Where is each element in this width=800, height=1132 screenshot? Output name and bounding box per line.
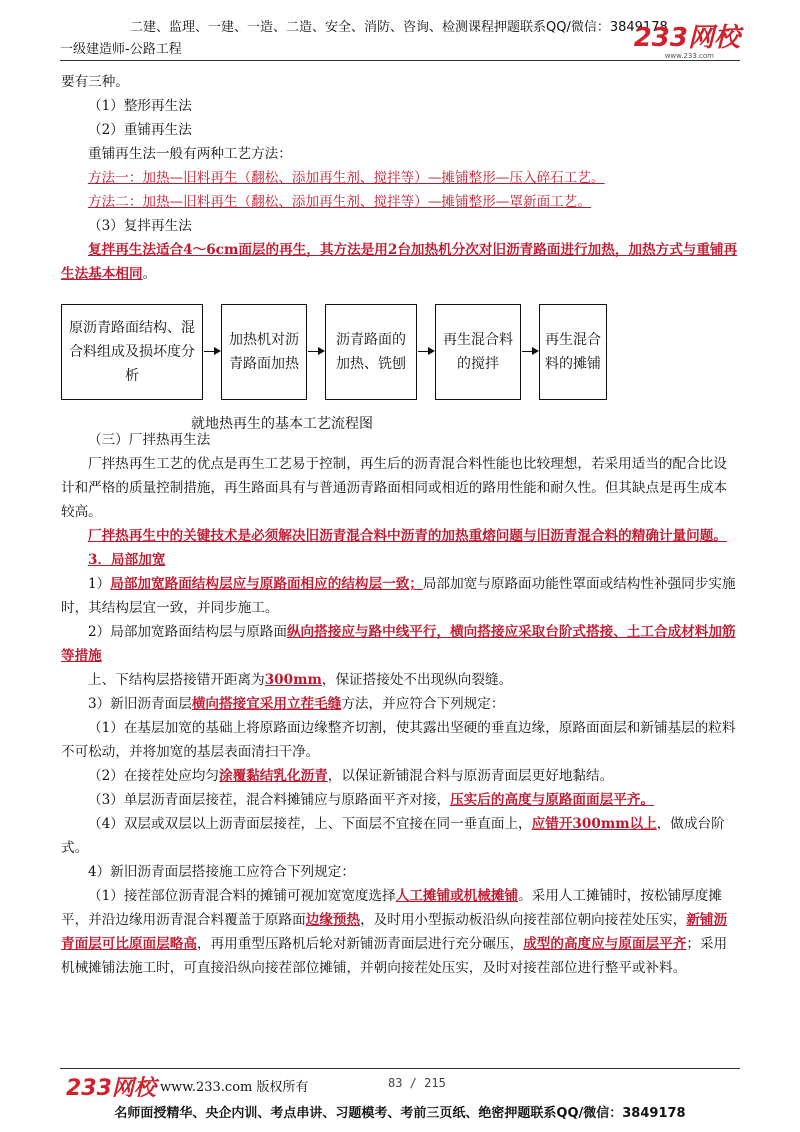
flow-box-2: 加热机对沥青路面加热 bbox=[221, 304, 307, 400]
flow-arrow-3 bbox=[418, 351, 433, 352]
flow-box-5: 再生混合料的摊铺 bbox=[539, 304, 607, 400]
flow-arrow-4 bbox=[522, 351, 537, 352]
header-contact-line: 二建、监理、一建、一造、二造、安全、消防、咨询、检测课程押题联系QQ/微信：3849178 bbox=[130, 20, 668, 35]
para-13: 1）局部加宽路面结构层应与原路面相应的结构层一致；局部加宽与原路面功能性罩面或结构性补强同步实施时，其结构层宜一致，并同步施工。 bbox=[61, 576, 736, 616]
para-21: 4）新旧沥青面层搭接施工应符合下列规定： bbox=[88, 864, 355, 880]
logo-url: www.233.com bbox=[664, 52, 714, 60]
para-16: 3）新旧沥青面层横向搭接宜采用立茬毛缝方法，并应符合下列规定： bbox=[88, 696, 505, 712]
flow-arrow-2 bbox=[308, 351, 323, 352]
para-14: 2）局部加宽路面结构层与原路面纵向搭接应与路中线平行，横向搭接应采取台阶式搭接、土工合成材料加筋等措施 bbox=[61, 624, 736, 664]
section-heading: 3．局部加宽 bbox=[88, 552, 166, 568]
page-header bbox=[60, 16, 740, 60]
para-8: 复拌再生法适合4～6cm面层的再生，其方法是用2台加热机分次对旧沥青路面进行加热，加热方式与重铺再生法基本相同。 bbox=[61, 242, 738, 282]
flow-box-3: 沥青路面的加热、铣刨 bbox=[325, 304, 417, 400]
para-20: （4）双层或双层以上沥青面层接茬，上、下面层不宜接在同一垂直面上，应错开300mm以上，做成台阶式。 bbox=[61, 816, 725, 856]
para-15: 上、下结构层搭接错开距离为300mm，保证搭接处不出现纵向裂缝。 bbox=[88, 672, 513, 688]
header-subtitle: 一级建造师-公路工程 bbox=[60, 42, 182, 57]
footer-copyright: www.233.com 版权所有 bbox=[160, 1080, 309, 1095]
para-7: （3）复拌再生法 bbox=[88, 218, 192, 234]
flow-box-1: 原沥青路面结构、混合料组成及损坏度分析 bbox=[61, 304, 203, 400]
para-9: （三）厂拌热再生法 bbox=[88, 432, 211, 448]
method-one: 方法一：加热—旧料再生（翻松、添加再生剂、搅拌等）—摊铺整形—压入碎石工艺。 bbox=[88, 170, 605, 186]
footer-divider bbox=[60, 1068, 740, 1069]
para-2: （1）整形再生法 bbox=[88, 98, 192, 114]
para-11: 厂拌热再生中的关键技术是必须解决旧沥青混合料中沥青的加热重熔问题与旧沥青混合料的精确计量问题。 bbox=[88, 528, 727, 544]
flowchart bbox=[61, 294, 740, 432]
para-1: 要有三种。 bbox=[61, 74, 129, 90]
flow-arrow-1 bbox=[204, 351, 219, 352]
footer-contact-line: 名师面授精华、央企内训、考点串讲、习题模考、考前三页纸、绝密押题联系QQ/微信：3849178 bbox=[114, 1106, 686, 1121]
para-4: 重铺再生法一般有两种工艺方法： bbox=[88, 146, 292, 162]
site-logo: 233网校 bbox=[633, 23, 740, 53]
para-19: （3）单层沥青面层接茬，混合料摊铺应与原路面平齐对接，压实后的高度与原路面面层平齐。 bbox=[88, 792, 654, 808]
para-17: （1）在基层加宽的基础上将原路面边缘整齐切割，使其露出坚硬的垂直边缘，原路面面层和新铺基层的粒料不可松动，并将加宽的基层表面清扫干净。 bbox=[61, 720, 736, 760]
flow-caption: 就地热再生的基本工艺流程图 bbox=[191, 416, 373, 432]
para-18: （2）在接茬处应均匀涂覆黏结乳化沥青，以保证新铺混合料与原沥青面层更好地黏结。 bbox=[88, 768, 614, 784]
header-divider bbox=[60, 60, 740, 61]
flow-box-4: 再生混合料的搅拌 bbox=[435, 304, 521, 400]
para-3: （2）重铺再生法 bbox=[88, 122, 192, 138]
document-body bbox=[61, 70, 740, 980]
para-10: 厂拌热再生工艺的优点是再生工艺易于控制，再生后的沥青混合料性能也比较理想，若采用适当的配合比设计和严格的质量控制措施，再生路面具有与普通沥青路面相同或相近的路用性能和耐久性。但其缺点是再生成本较高。 bbox=[61, 456, 728, 520]
method-two: 方法二：加热—旧料再生（翻松、添加再生剂、搅拌等）—摊铺整形—罩新面工艺。 bbox=[88, 194, 591, 210]
footer-logo: 233网校 bbox=[66, 1076, 156, 1101]
page-number: 83 / 215 bbox=[388, 1076, 446, 1090]
para-22: （1）接茬部位沥青混合料的摊铺可视加宽宽度选择人工摊铺或机械摊铺。采用人工摊铺时，按松铺厚度摊平，并沿边缘用沥青混合料覆盖于原路面边缘预热，及时用小型振动板沿纵向接茬部位朝向接茬处压实，新铺沥青面层可比原面层略高，再用重型压路机后轮对新铺沥青面层进行充分碾压，成型的高度应与原面层平齐；采用机械摊铺法施工时，可直接沿纵向接茬部位摊铺，并朝向接茬处压实，及时对接茬部位进行整平或补料。 bbox=[61, 888, 728, 976]
